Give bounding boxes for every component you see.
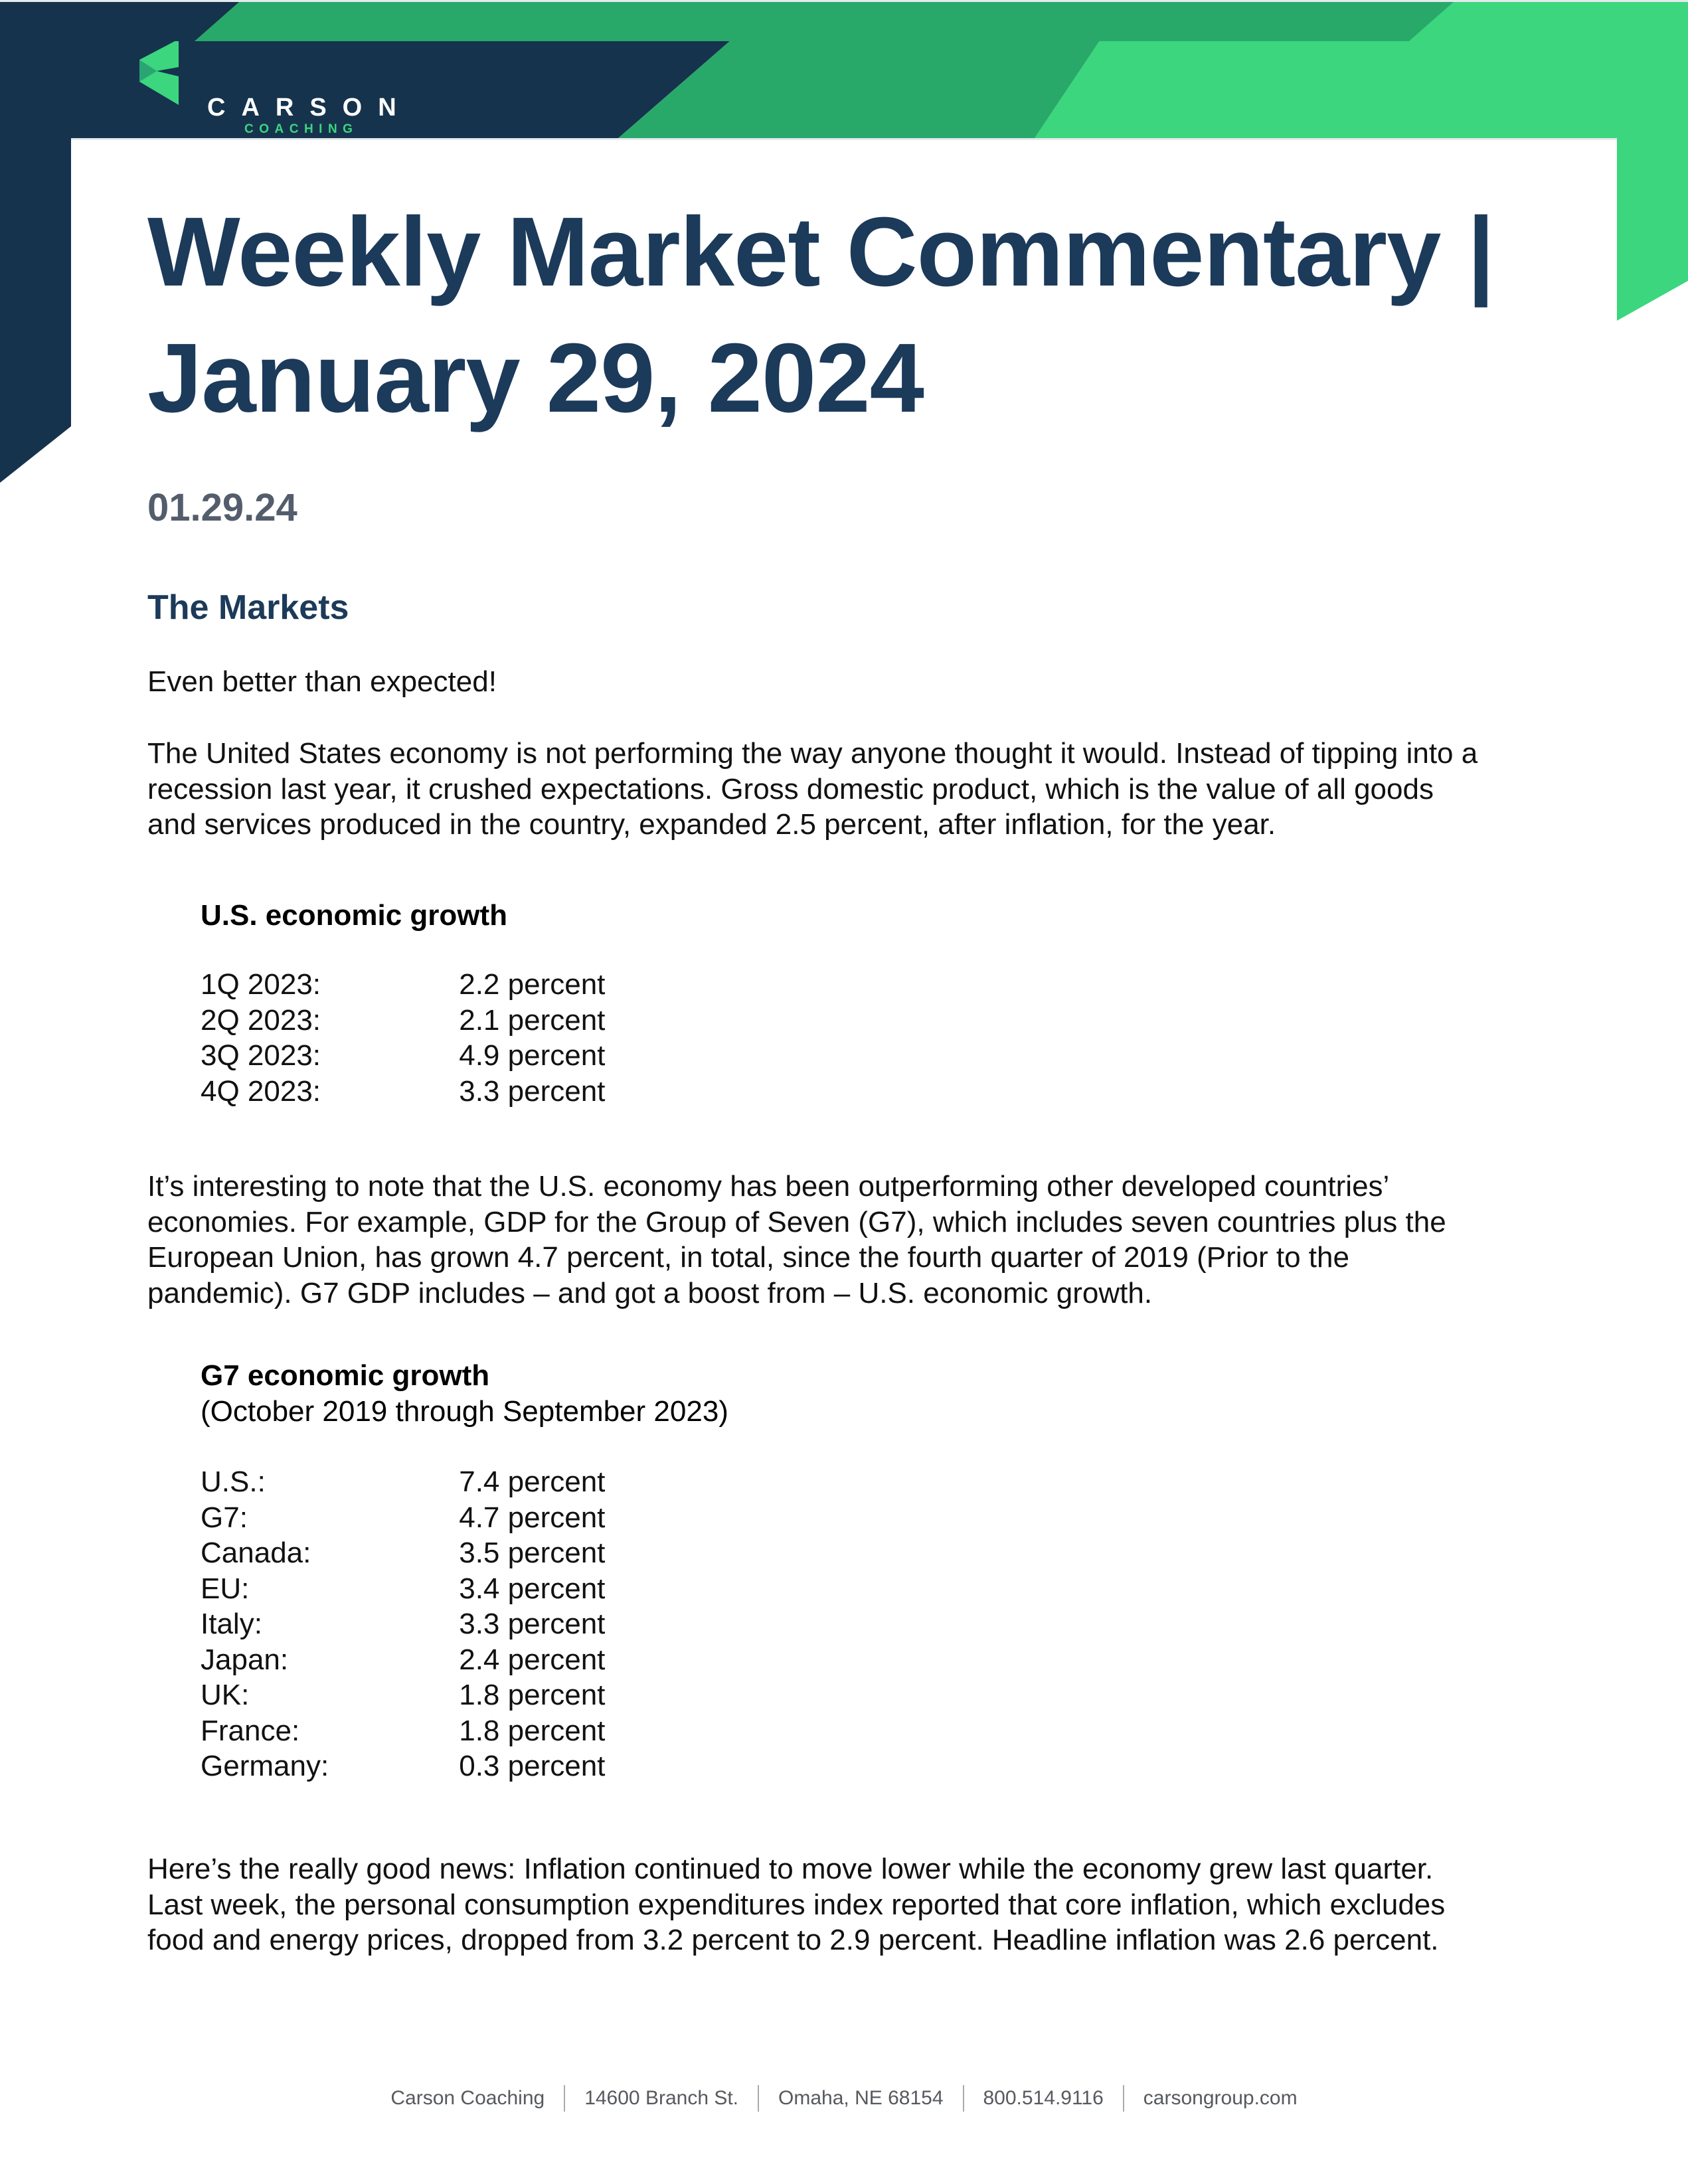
- section-heading-the-markets: The Markets: [147, 588, 349, 627]
- paragraph-line: pandemic). G7 GDP includes – and got a boost from – U.S. economic growth.: [147, 1276, 1153, 1309]
- row-label: EU:: [201, 1572, 250, 1605]
- row-label: 1Q 2023:: [201, 968, 321, 1001]
- growth-row: [201, 1642, 605, 1678]
- row-label: Germany:: [201, 1750, 329, 1782]
- row-label: Canada:: [201, 1537, 311, 1569]
- footer-item: carsongroup.com: [1123, 2085, 1317, 2112]
- paragraph-line: food and energy prices, dropped from 3.2 percent to 2.9 percent. Headline inflation was 2.6 percent.: [147, 1924, 1439, 1956]
- row-label: 3Q 2023:: [201, 1039, 321, 1072]
- row-value: 2.4 percent: [459, 1643, 606, 1676]
- row-value: 4.7 percent: [459, 1501, 606, 1534]
- page-title: [147, 189, 1494, 442]
- logo-chevron-icon: [139, 39, 181, 105]
- footer-item: Carson Coaching: [390, 2087, 545, 2109]
- g7-growth-list: [201, 1464, 605, 1784]
- growth-row: [201, 1713, 605, 1749]
- paragraph-line: Last week, the personal consumption expenditures index reported that core inflation, which excludes: [147, 1888, 1446, 1921]
- growth-row: [201, 1748, 605, 1784]
- us-growth-list: [201, 967, 605, 1109]
- us-growth-heading: U.S. economic growth: [201, 899, 508, 932]
- growth-row: [201, 1464, 605, 1500]
- growth-row: [201, 1500, 605, 1536]
- growth-row: [201, 1535, 605, 1571]
- paragraph-us-economy: [147, 736, 1477, 843]
- paragraph-line: economies. For example, GDP for the Group of Seven (G7), which includes seven countries plus the: [147, 1205, 1446, 1238]
- paragraph-g7-comparison: [147, 1169, 1446, 1311]
- row-label: 2Q 2023:: [201, 1003, 321, 1037]
- footer-item: Omaha, NE 68154: [758, 2085, 962, 2112]
- paragraph-line: Here’s the really good news: Inflation continued to move lower while the economy grew last quarter.: [147, 1853, 1434, 1885]
- row-value: 3.3 percent: [459, 1074, 606, 1108]
- row-value: 3.5 percent: [459, 1537, 606, 1569]
- footer-lightgreen-shape: [1409, 2, 1688, 41]
- growth-row: [201, 1074, 605, 1110]
- row-label: Italy:: [201, 1608, 262, 1640]
- row-label: UK:: [201, 1679, 250, 1711]
- footer-item: 800.514.9116: [963, 2085, 1123, 2112]
- row-value: 7.4 percent: [459, 1466, 606, 1498]
- growth-row: [201, 1606, 605, 1642]
- paragraph-line: European Union, has grown 4.7 percent, in total, since the fourth quarter of 2019 (Prior to the: [147, 1241, 1349, 1274]
- paragraph-line: The United States economy is not performing the way anyone thought it would. Instead of tipping into a: [147, 737, 1478, 770]
- growth-row: [201, 967, 605, 1003]
- row-value: 3.3 percent: [459, 1608, 606, 1640]
- growth-row: [201, 1003, 605, 1039]
- row-value: 1.8 percent: [459, 1679, 606, 1711]
- g7-growth-heading-block: [201, 1358, 728, 1429]
- row-label: U.S.:: [201, 1466, 266, 1498]
- intro-paragraph: Even better than expected!: [147, 665, 497, 698]
- row-label: G7:: [201, 1501, 248, 1534]
- growth-row: [201, 1677, 605, 1713]
- footer-item: 14600 Branch St.: [564, 2085, 758, 2112]
- row-value: 1.8 percent: [459, 1714, 606, 1747]
- doc-date: 01.29.24: [147, 486, 297, 529]
- row-label: 4Q 2023:: [201, 1074, 321, 1108]
- row-value: 2.2 percent: [459, 968, 606, 1001]
- page-title-line2: January 29, 2024: [147, 323, 924, 433]
- row-value: 0.3 percent: [459, 1750, 606, 1782]
- paragraph-line: recession last year, it crushed expectations. Gross domestic product, which is the value of all goods: [147, 772, 1434, 805]
- row-label: Japan:: [201, 1643, 289, 1676]
- paragraph-inflation: [147, 1851, 1445, 1958]
- row-value: 4.9 percent: [459, 1039, 606, 1072]
- footer-info: [0, 2085, 1688, 2112]
- logo-subtext: COACHING: [244, 122, 359, 136]
- footer-hairline: [0, 0, 1688, 2]
- paragraph-line: It’s interesting to note that the U.S. economy has been outperforming other developed countries’: [147, 1170, 1390, 1203]
- g7-growth-heading: G7 economic growth: [201, 1359, 490, 1392]
- growth-row: [201, 1571, 605, 1607]
- carson-logo: [139, 39, 418, 136]
- row-label: France:: [201, 1714, 300, 1747]
- row-value: 3.4 percent: [459, 1572, 606, 1605]
- footer-band: [0, 0, 1688, 41]
- row-value: 2.1 percent: [459, 1003, 606, 1037]
- paragraph-line: and services produced in the country, expanded 2.5 percent, after inflation, for the year.: [147, 808, 1276, 841]
- growth-row: [201, 1038, 605, 1074]
- logo-wordmark: CARSON: [207, 94, 412, 122]
- footer-green-shape: [195, 2, 1454, 41]
- page-title-line1: Weekly Market Commentary |: [147, 197, 1494, 307]
- g7-growth-subtitle: (October 2019 through September 2023): [201, 1394, 728, 1428]
